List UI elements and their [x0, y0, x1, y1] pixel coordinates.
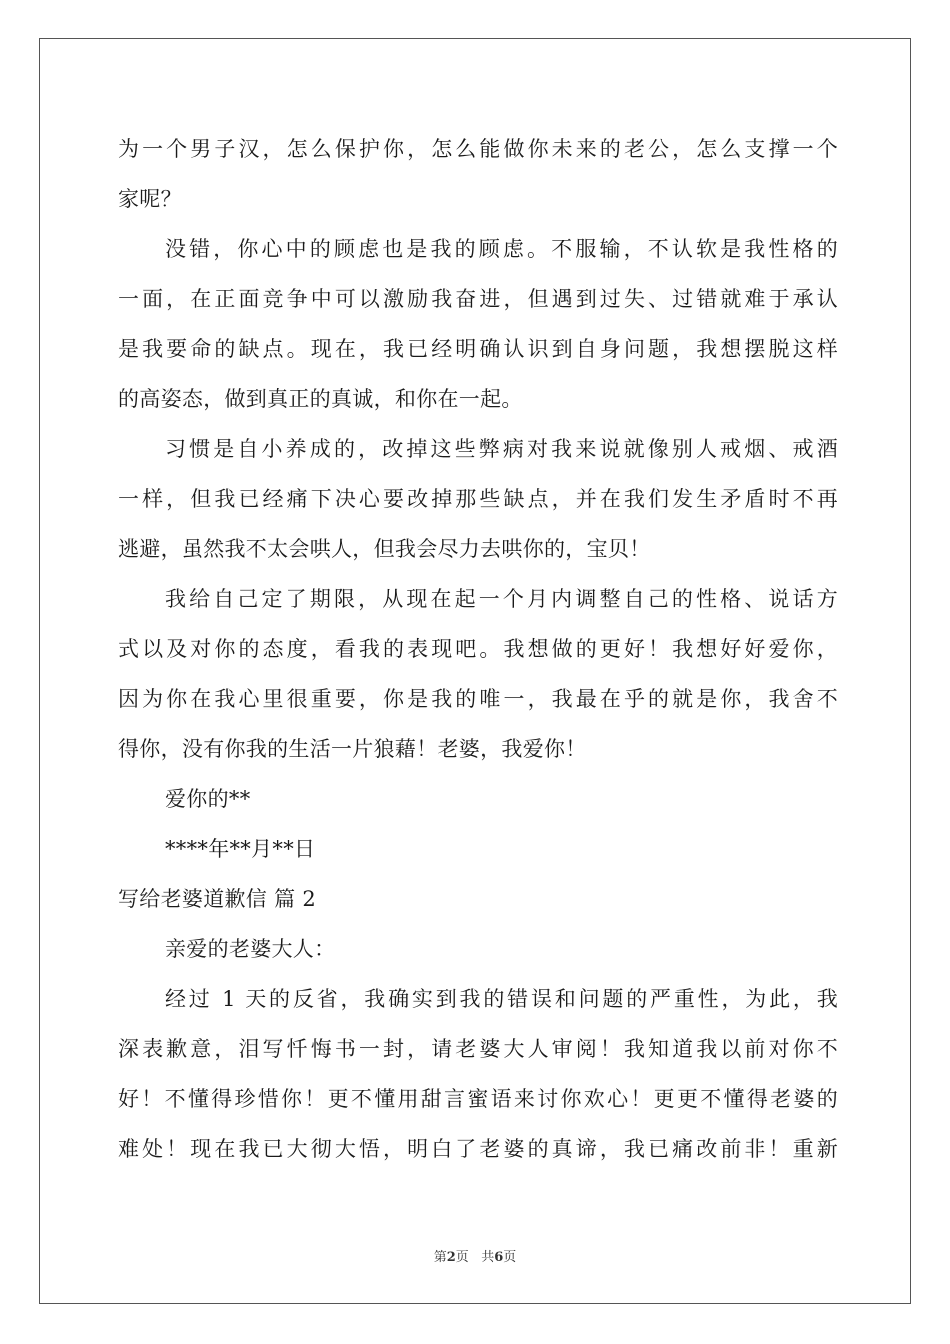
- paragraph-start: 没错，你心中的顾虑也是我的顾虑。不服输，不认软是我性格的: [165, 237, 838, 261]
- footer-prefix: 第: [433, 1250, 447, 1265]
- current-page-number: 2: [446, 1250, 456, 1265]
- paragraph-start: 习惯是自小养成的，改掉这些弊病对我来说就像别人戒烟、戒酒: [165, 437, 838, 461]
- date-line: ****年**月**日: [165, 837, 316, 861]
- signature: 爱你的**: [165, 787, 251, 811]
- footer-total-suffix: 页: [503, 1250, 517, 1265]
- text-line: 家呢？: [118, 187, 182, 211]
- text-line: 深表歉意，泪写忏悔书一封，请老婆大人审阅！我知道我以前对你不: [118, 1037, 838, 1061]
- section-heading: 写给老婆道歉信 篇 2: [118, 887, 317, 911]
- footer-total-prefix: 共: [481, 1250, 495, 1265]
- text-line: 式以及对你的态度，看我的表现吧。我想做的更好！我想好好爱你，: [118, 637, 838, 661]
- salutation: 亲爱的老婆大人：: [165, 937, 336, 961]
- text-line: 一样，但我已经痛下决心要改掉那些缺点，并在我们发生矛盾时不再: [118, 487, 838, 511]
- footer-page-suffix: 页: [455, 1250, 469, 1265]
- text-line: 为一个男子汉，怎么保护你，怎么能做你未来的老公，怎么支撑一个: [118, 137, 838, 161]
- document-body: [118, 124, 838, 1174]
- paragraph-start: 我给自己定了期限，从现在起一个月内调整自己的性格、说话方: [165, 587, 838, 611]
- text-line: 因为你在我心里很重要，你是我的唯一，我最在乎的就是你，我舍不: [118, 687, 838, 711]
- paragraph-start: 经过 1 天的反省，我确实到我的错误和问题的严重性，为此，我: [165, 987, 838, 1011]
- text-line: 的高姿态，做到真正的真诚，和你在一起。: [118, 387, 523, 411]
- page-footer: [0, 1246, 950, 1265]
- total-page-count: 6: [494, 1250, 504, 1265]
- text-line: 难处！现在我已大彻大悟，明白了老婆的真谛，我已痛改前非！重新: [118, 1137, 838, 1161]
- text-line: 逃避，虽然我不太会哄人，但我会尽力去哄你的，宝贝！: [118, 537, 651, 561]
- text-line: 是我要命的缺点。现在，我已经明确认识到自身问题，我想摆脱这样: [118, 337, 838, 361]
- text-line: 一面，在正面竞争中可以激励我奋进，但遇到过失、过错就难于承认: [118, 287, 838, 311]
- text-line: 好！不懂得珍惜你！更不懂用甜言蜜语来讨你欢心！更更不懂得老婆的: [118, 1087, 838, 1111]
- text-line: 得你，没有你我的生活一片狼藉！老婆，我爱你！: [118, 737, 587, 761]
